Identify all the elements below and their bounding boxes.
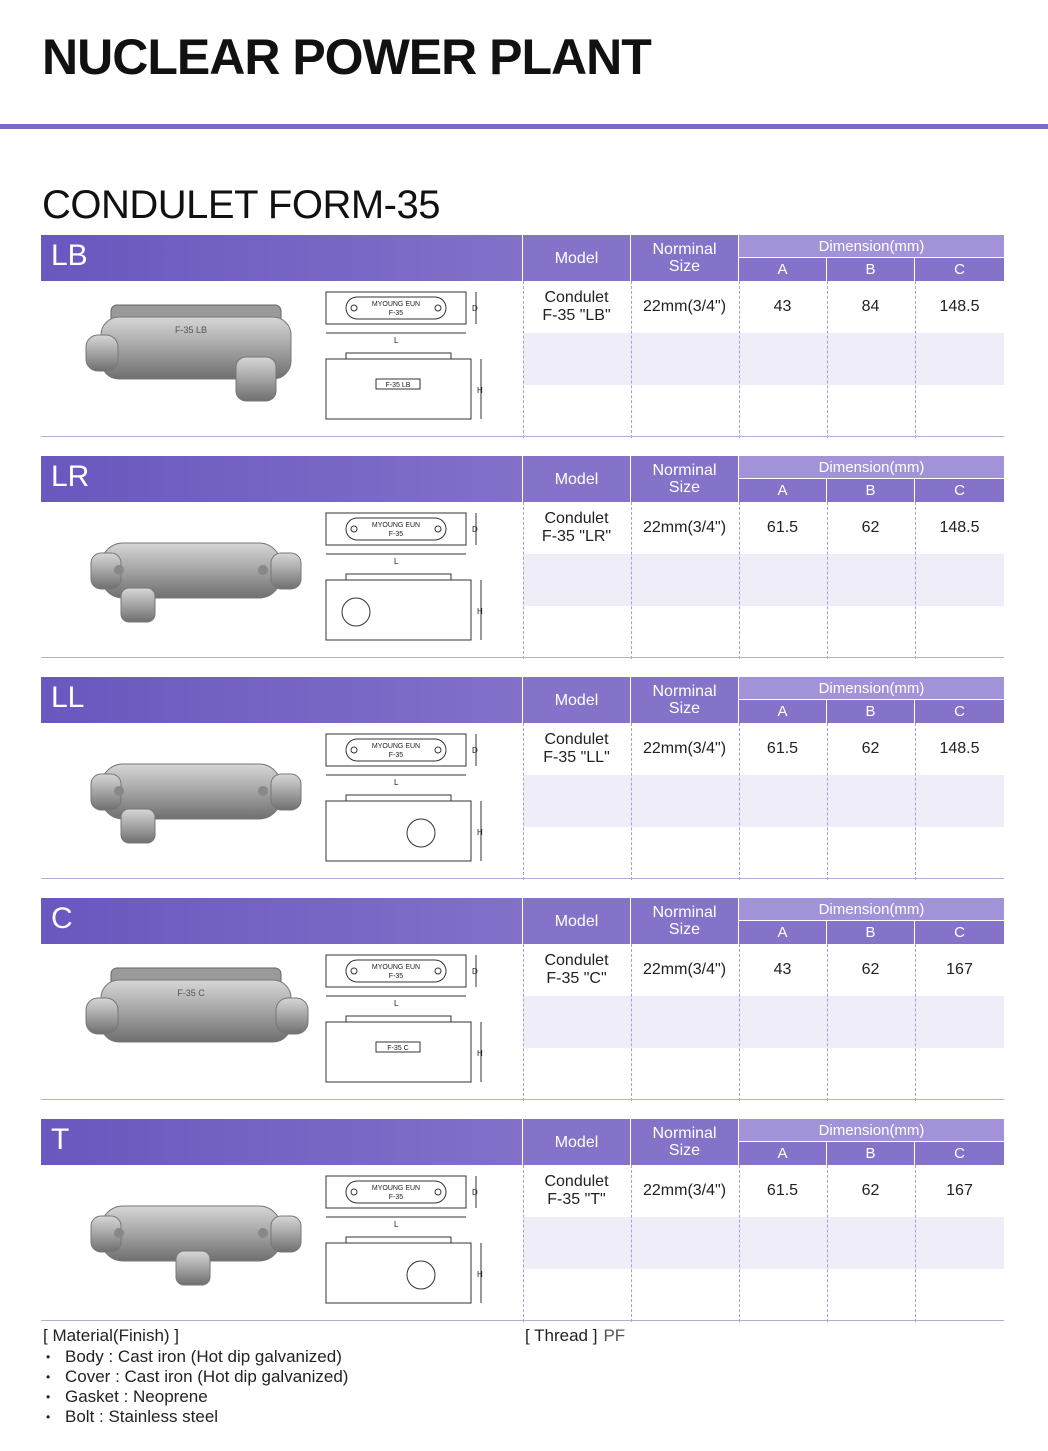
model-line1: Condulet	[544, 289, 609, 306]
block-divider	[41, 1320, 1004, 1321]
table-row	[523, 1048, 1004, 1099]
header-b: B	[827, 1142, 914, 1165]
dim-a-cell: 43	[773, 298, 792, 315]
table-row	[523, 996, 1004, 1048]
header-a: A	[739, 258, 826, 281]
header-model: Model	[523, 677, 630, 723]
plate-text: F-35	[388, 1194, 404, 1201]
dimension-label-d: D	[472, 525, 478, 534]
material-item: • Body : Cast iron (Hot dip galvanized)	[43, 1347, 348, 1367]
size-cell: 22mm(3/4")	[642, 298, 727, 315]
model-line2: F-35 "C"	[546, 970, 607, 987]
model-line1: Condulet	[544, 1173, 609, 1190]
header-model: Model	[523, 1119, 630, 1165]
product-code: LL	[41, 677, 522, 723]
product-code: LB	[41, 235, 522, 281]
header-dimension: Dimension(mm)	[739, 456, 1004, 478]
fitting-photo	[86, 305, 291, 401]
plate-text: MYOUNG EUN	[371, 522, 421, 529]
model-cell	[523, 502, 630, 554]
header-b: B	[827, 700, 914, 723]
dim-c-cell: 148.5	[939, 740, 980, 757]
dimension-label-l: L	[394, 1220, 399, 1229]
header-a: A	[739, 921, 826, 944]
table-row	[523, 333, 1004, 385]
dim-c-cell: 148.5	[939, 519, 980, 536]
header-dimension: Dimension(mm)	[739, 1119, 1004, 1141]
product-image	[81, 729, 521, 877]
header-c: C	[915, 1142, 1004, 1165]
model-line2: F-35 "T"	[547, 1191, 606, 1208]
technical-drawing	[326, 513, 481, 640]
dim-b-cell: 84	[861, 298, 880, 315]
header-c: C	[915, 258, 1004, 281]
product-block	[41, 677, 1004, 880]
header-model: Model	[523, 456, 630, 502]
plate-text: MYOUNG EUN	[371, 301, 421, 308]
header-a: A	[739, 479, 826, 502]
size-cell: 22mm(3/4")	[642, 1182, 727, 1199]
product-code: C	[41, 898, 522, 944]
title-divider	[0, 124, 1048, 129]
header-size-line1: Norminal	[652, 1125, 717, 1142]
material-notes	[43, 1326, 348, 1427]
size-cell: 22mm(3/4")	[642, 740, 727, 757]
model-cell	[523, 281, 630, 333]
header-b: B	[827, 479, 914, 502]
header-size	[631, 677, 738, 723]
dim-c-cell: 167	[946, 1182, 973, 1199]
header-size-line2: Size	[668, 700, 701, 717]
block-divider	[41, 657, 1004, 658]
table-row	[523, 554, 1004, 606]
product-code: LR	[41, 456, 522, 502]
material-item: • Bolt : Stainless steel	[43, 1407, 348, 1427]
material-heading: [ Material(Finish) ]	[43, 1326, 180, 1345]
header-c: C	[915, 479, 1004, 502]
dimension-label-d: D	[472, 1188, 478, 1197]
header-c: C	[915, 700, 1004, 723]
drawing-label: F-35 LB	[385, 382, 411, 389]
model-line1: Condulet	[544, 731, 609, 748]
dim-a-cell: 61.5	[766, 519, 799, 536]
model-line2: F-35 "LB"	[542, 307, 611, 324]
fitting-photo	[91, 543, 301, 622]
product-image	[81, 1171, 521, 1319]
plate-text: F-35	[388, 531, 404, 538]
dimension-label-h: H	[477, 1049, 483, 1058]
header-model: Model	[523, 235, 630, 281]
header-size-line1: Norminal	[652, 683, 717, 700]
product-block	[41, 1119, 1004, 1322]
dimension-label-d: D	[472, 304, 478, 313]
fitting-photo	[91, 1206, 301, 1285]
table-row	[523, 606, 1004, 657]
dimension-label-l: L	[394, 557, 399, 566]
plate-text: F-35	[388, 310, 404, 317]
header-size-line1: Norminal	[652, 904, 717, 921]
model-line2: F-35 "LR"	[541, 528, 612, 545]
table-row	[523, 775, 1004, 827]
model-line1: Condulet	[544, 510, 609, 527]
header-dimension: Dimension(mm)	[739, 235, 1004, 257]
fitting-photo	[86, 968, 308, 1042]
dim-a-cell: 61.5	[766, 740, 799, 757]
body-label: F-35 LB	[174, 325, 208, 335]
thread-value: PF	[603, 1326, 626, 1345]
technical-drawing	[326, 955, 481, 1082]
technical-drawing	[326, 1176, 481, 1303]
dimension-label-h: H	[477, 1270, 483, 1279]
dim-b-cell: 62	[861, 961, 880, 978]
dim-b-cell: 62	[861, 740, 880, 757]
product-image	[81, 508, 521, 656]
header-b: B	[827, 921, 914, 944]
header-size-line1: Norminal	[652, 462, 717, 479]
plate-text: F-35	[388, 752, 404, 759]
model-cell	[523, 723, 630, 775]
header-size	[631, 1119, 738, 1165]
header-size	[631, 456, 738, 502]
header-dimension: Dimension(mm)	[739, 677, 1004, 699]
model-cell	[523, 1165, 630, 1217]
header-c: C	[915, 921, 1004, 944]
dimension-label-l: L	[394, 778, 399, 787]
table-row	[523, 1269, 1004, 1320]
product-block	[41, 898, 1004, 1101]
dimension-label-l: L	[394, 999, 399, 1008]
header-b: B	[827, 258, 914, 281]
dim-c-cell: 148.5	[939, 298, 980, 315]
dim-c-cell: 167	[946, 961, 973, 978]
block-divider	[41, 436, 1004, 437]
plate-text: MYOUNG EUN	[371, 964, 421, 971]
technical-drawing	[326, 292, 481, 419]
dim-b-cell: 62	[861, 519, 880, 536]
technical-drawing	[326, 734, 481, 861]
product-block	[41, 235, 1004, 438]
product-image	[81, 287, 521, 435]
header-size	[631, 235, 738, 281]
body-label: F-35 C	[177, 988, 205, 998]
plate-text: MYOUNG EUN	[371, 743, 421, 750]
plate-text: MYOUNG EUN	[371, 1185, 421, 1192]
plate-text: F-35	[388, 973, 404, 980]
dimension-label-h: H	[477, 828, 483, 837]
dim-a-cell: 61.5	[766, 1182, 799, 1199]
dimension-label-l: L	[394, 336, 399, 345]
block-divider	[41, 878, 1004, 879]
block-divider	[41, 1099, 1004, 1100]
header-size-line1: Norminal	[652, 241, 717, 258]
dimension-label-h: H	[477, 386, 483, 395]
header-size-line2: Size	[668, 258, 701, 275]
dimension-label-d: D	[472, 967, 478, 976]
dim-b-cell: 62	[861, 1182, 880, 1199]
table-row	[523, 1217, 1004, 1269]
size-cell: 22mm(3/4")	[642, 961, 727, 978]
product-code: T	[41, 1119, 522, 1165]
table-row	[523, 827, 1004, 878]
header-size-line2: Size	[668, 921, 701, 938]
section-title: CONDULET FORM-35	[42, 183, 440, 227]
model-cell	[523, 944, 630, 996]
header-size-line2: Size	[668, 1142, 701, 1159]
model-line1: Condulet	[544, 952, 609, 969]
header-a: A	[739, 1142, 826, 1165]
material-item: • Cover : Cast iron (Hot dip galvanized)	[43, 1367, 348, 1387]
fitting-photo	[91, 764, 301, 843]
material-item: • Gasket : Neoprene	[43, 1387, 348, 1407]
thread-note	[525, 1326, 625, 1346]
dimension-label-h: H	[477, 607, 483, 616]
header-dimension: Dimension(mm)	[739, 898, 1004, 920]
header-size-line2: Size	[668, 479, 701, 496]
drawing-label: F-35 C	[387, 1045, 409, 1052]
size-cell: 22mm(3/4")	[642, 519, 727, 536]
model-line2: F-35 "LL"	[543, 749, 610, 766]
page-title: NUCLEAR POWER PLANT	[42, 29, 651, 85]
thread-heading: [ Thread ]	[525, 1326, 598, 1345]
product-block	[41, 456, 1004, 659]
header-a: A	[739, 700, 826, 723]
dimension-label-d: D	[472, 746, 478, 755]
product-image	[81, 950, 521, 1098]
dim-a-cell: 43	[773, 961, 792, 978]
table-row	[523, 385, 1004, 436]
header-size	[631, 898, 738, 944]
header-model: Model	[523, 898, 630, 944]
